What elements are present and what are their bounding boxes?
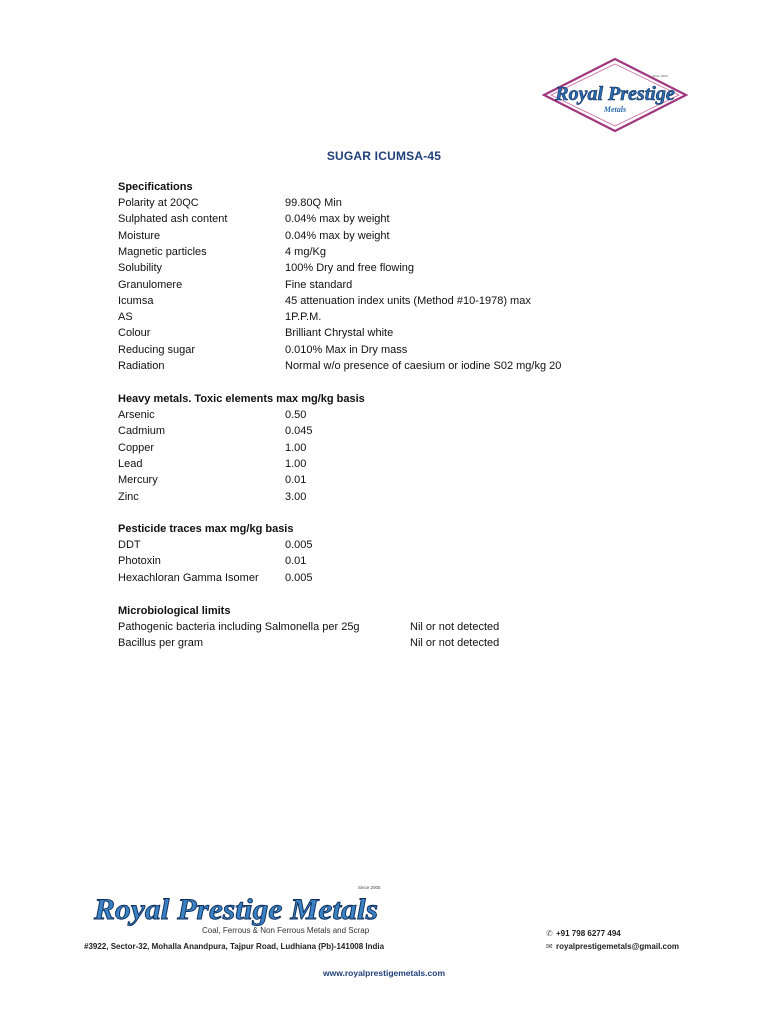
metal-label: Lead [118,457,143,470]
logo-text: Royal Prestige [555,83,675,105]
metal-value: 0.01 [285,474,307,487]
document-title: SUGAR ICUMSA-45 [326,149,442,163]
pesticide-label: DDT [118,539,141,551]
microbe-value: Nil or not detected [410,621,500,633]
metal-value: 1.00 [285,441,307,454]
spec-label: Icumsa [118,294,154,307]
pesticide-label: Hexachloran Gamma Isomer [118,571,259,584]
metal-label: Mercury [118,474,158,487]
spec-value: Fine standard [285,278,353,291]
spec-label: Radiation [118,360,165,372]
spec-value: 45 attenuation index units (Method #10-1978) max [285,294,531,307]
spec-value: 0.04% max by weight [285,229,390,242]
metal-value: 1.00 [285,457,307,470]
spec-label: Polarity at 20QC [118,197,199,209]
phone-number: +91 798 6277 494 [556,929,621,938]
metal-label: Zinc [118,490,139,503]
footer-logo-text: Royal Prestige Metals [92,893,379,926]
metal-value: 3.00 [285,490,307,503]
spec-value: 4 mg/Kg [285,245,326,258]
metal-label: Arsenic [118,409,155,421]
metal-value: 0.50 [285,409,307,421]
microbe-value: Nil or not detected [410,637,500,650]
metal-label: Copper [118,441,155,454]
footer-address: #3922, Sector-32, Mohalla Anandpura, Tajpur Road, Ludhiana (Pb)-141008 India [84,942,385,951]
spec-value: Normal w/o presence of caesium or iodine S02 mg/kg 20 [285,360,562,372]
spec-value: Brilliant Chrystal white [285,327,394,340]
microbe-label: Pathogenic bacteria including Salmonella per 25g [118,621,360,633]
metal-value: 0.045 [285,425,313,438]
website-link[interactable]: www.royalprestigemetals.com [322,968,446,978]
spec-value: 0.010% Max in Dry mass [285,343,408,356]
specifications-heading: Specifications [118,181,193,193]
spec-label: Reducing sugar [118,343,196,356]
metal-label: Cadmium [118,425,166,438]
logo-subtext: Metals [603,105,627,114]
phone-contact [546,929,621,938]
footer-logo-since: Since 2005 [358,885,381,890]
envelope-icon: ✉ [546,942,553,951]
microbe-label: Bacillus per gram [118,637,203,650]
company-logo [540,55,690,135]
spec-label: Solubility [118,262,163,275]
spec-value: 1P.P.M. [285,311,322,324]
heavy-metals-heading: Heavy metals. Toxic elements max mg/kg basis [118,393,365,405]
microbiological-heading: Microbiological limits [118,605,231,617]
pesticide-label: Photoxin [118,555,161,568]
pesticides-heading: Pesticide traces max mg/kg basis [118,523,294,535]
spec-label: AS [118,311,133,324]
footer-tagline: Coal, Ferrous & Non Ferrous Metals and Scrap [202,926,370,935]
spec-value: 100% Dry and free flowing [285,262,415,275]
spec-label: Sulphated ash content [118,213,228,226]
pesticide-value: 0.005 [285,571,313,584]
spec-value: 0.04% max by weight [285,213,390,226]
spec-label: Magnetic particles [118,245,207,258]
spec-label: Granulomere [118,278,183,291]
email-address: royalprestigemetals@gmail.com [556,942,679,951]
pesticide-value: 0.01 [285,555,307,568]
logo-since: Since 2005 [652,74,668,78]
phone-icon: ✆ [546,929,553,938]
spec-label: Moisture [118,229,161,242]
spec-value: 99.80Q Min [285,197,342,209]
email-contact [546,942,679,951]
spec-label: Colour [118,327,151,340]
pesticide-value: 0.005 [285,539,313,551]
